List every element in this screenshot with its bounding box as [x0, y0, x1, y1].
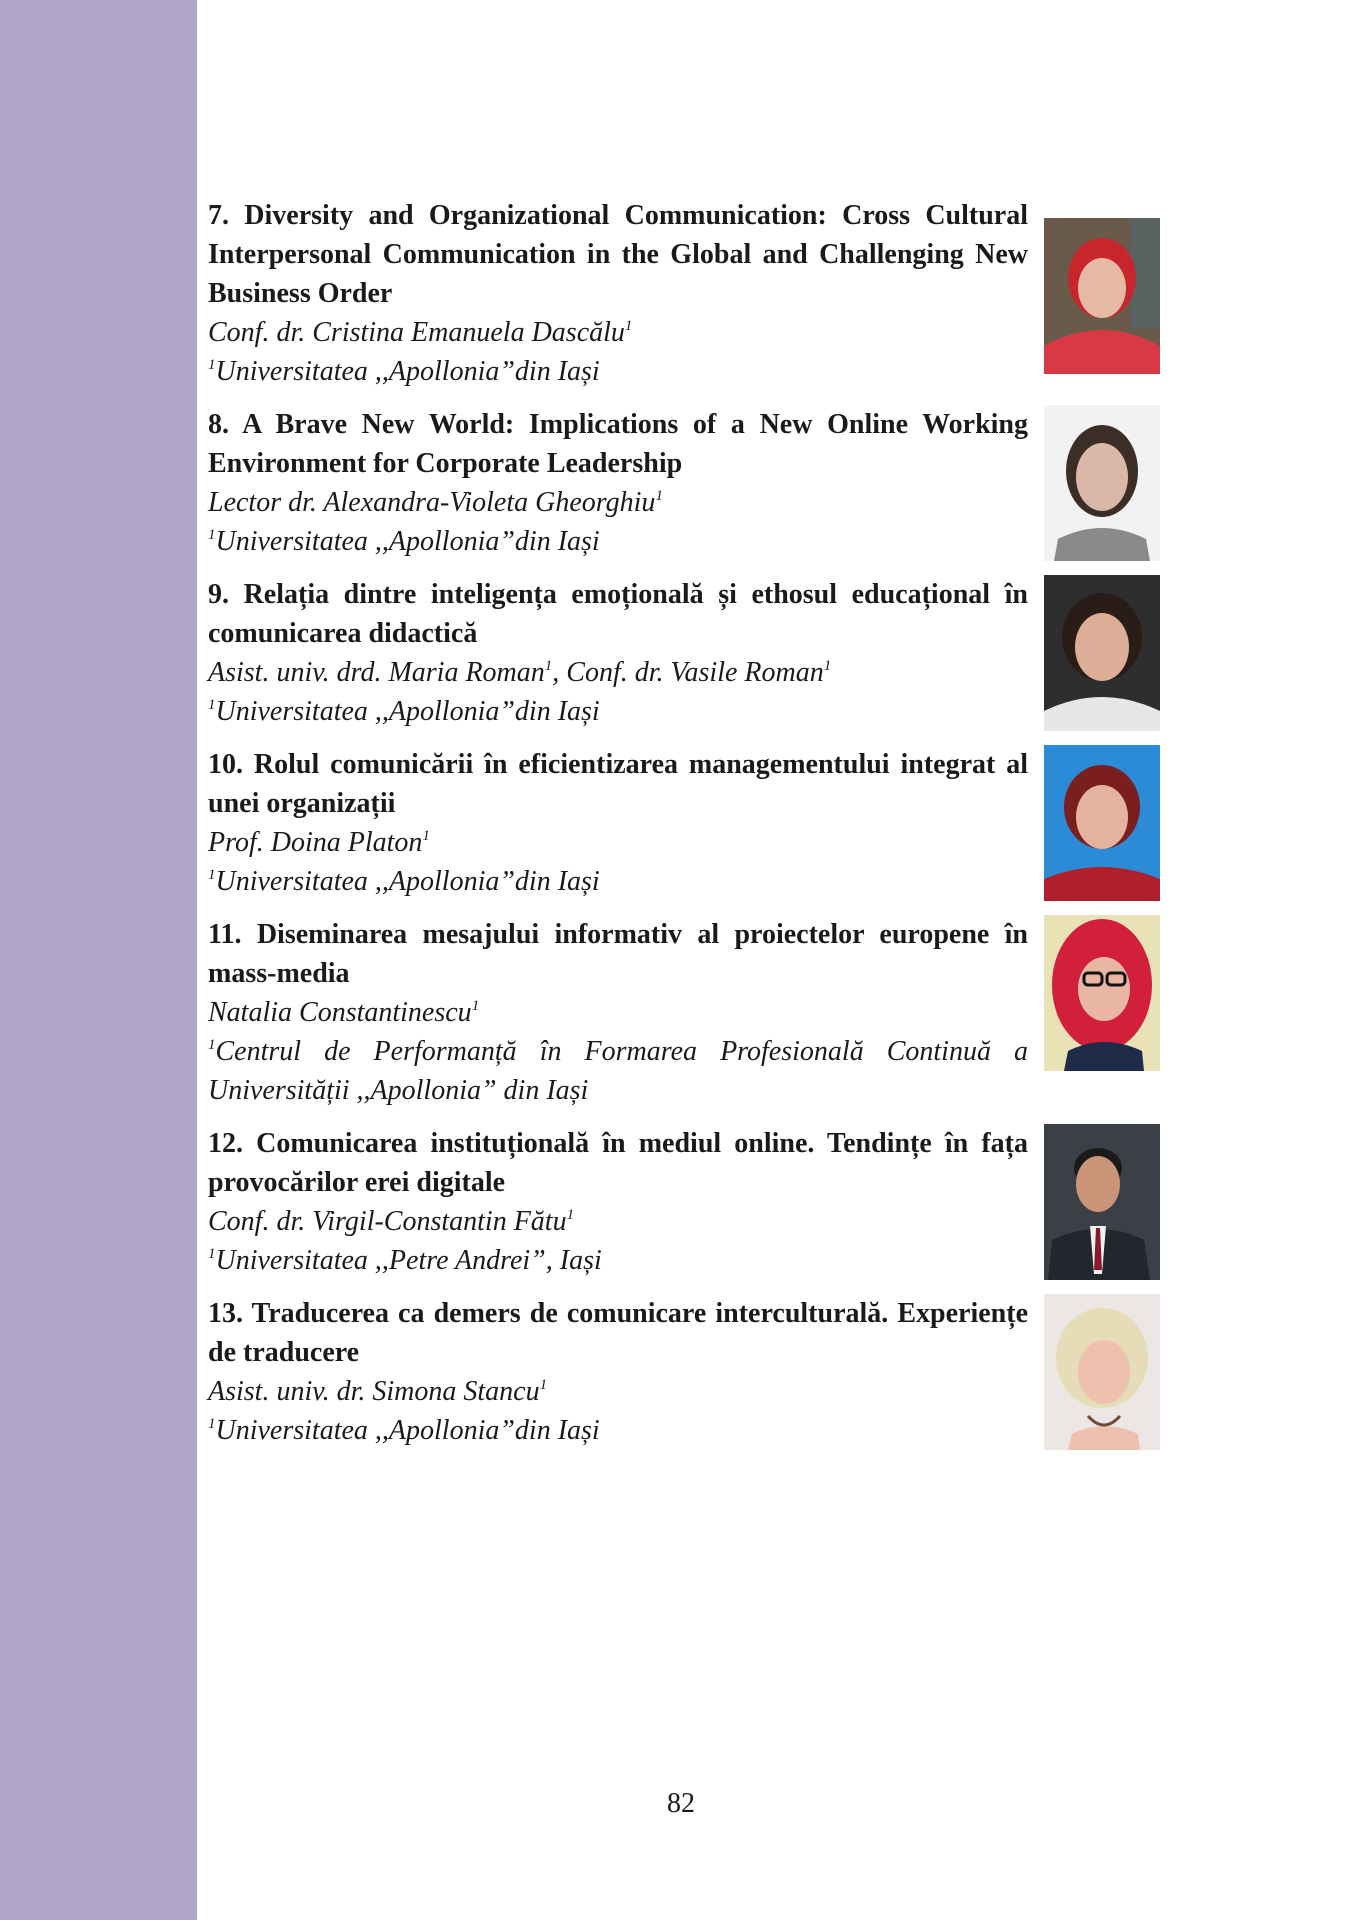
author-photo	[1044, 1294, 1160, 1450]
entry-title: 12. Comunicarea instituțională în mediul online. Tendințe în fața provocărilor erei digitale	[208, 1128, 1028, 1198]
page-number: 82	[667, 1788, 695, 1819]
entry-affiliation: $^1$Universitatea ,,Apollonia”din Iași	[208, 356, 600, 387]
entry-author: Asist. univ. dr. Simona Stancu$^1$	[208, 1376, 548, 1407]
entry-author: Natalia Constantinescu$^1$	[208, 997, 480, 1028]
author-photo	[1044, 575, 1160, 731]
entry-affiliation: $^1$Universitatea ,,Apollonia”din Iași	[208, 526, 600, 557]
entry-text	[208, 1124, 1028, 1280]
list-item	[208, 196, 1160, 391]
author-photo	[1044, 1124, 1160, 1280]
author-photo	[1044, 218, 1160, 374]
author-photo	[1044, 745, 1160, 901]
entry-title: 10. Rolul comunicării în eficientizarea managementului integrat al unei organizații	[208, 749, 1028, 819]
entry-title: 7. Diversity and Organizational Communication: Cross Cultural Interpersonal Communication in the Global and Challenging New Business Order	[208, 200, 1029, 309]
entry-text	[208, 745, 1028, 901]
author-photo	[1044, 405, 1160, 561]
list-item	[208, 1294, 1160, 1450]
sidebar-band	[0, 0, 197, 1920]
entry-title: 11. Diseminarea mesajului informativ al proiectelor europene în mass-media	[208, 919, 1028, 989]
entry-affiliation: $^1$Universitatea ,,Apollonia”din Iași	[208, 696, 600, 727]
entry-affiliation: $^1$Universitatea ,,Petre Andrei”, Iași	[208, 1245, 602, 1276]
list-item	[208, 575, 1160, 731]
program-list	[208, 196, 1160, 1464]
entry-author: Conf. dr. Cristina Emanuela Dascălu$^1$	[208, 317, 633, 348]
entry-text	[208, 915, 1028, 1110]
entry-text	[208, 405, 1028, 561]
author-photo	[1044, 915, 1160, 1071]
entry-text	[208, 575, 1028, 731]
entry-author: Asist. univ. drd. Maria Roman$^1$, Conf. dr. Vasile Roman$^1$	[208, 657, 832, 688]
entry-text	[208, 196, 1028, 391]
entry-title: 9. Relația dintre inteligența emoțională și ethosul educațional în comunicarea didactică	[208, 579, 1028, 649]
list-item	[208, 745, 1160, 901]
entry-affiliation: $^1$Universitatea ,,Apollonia”din Iași	[208, 1415, 600, 1446]
entry-author: Lector dr. Alexandra-Violeta Gheorghiu$^1$	[208, 487, 663, 518]
list-item	[208, 405, 1160, 561]
entry-author: Prof. Doina Platon$^1$	[208, 827, 430, 858]
entry-author: Conf. dr. Virgil-Constantin Fătu$^1$	[208, 1206, 575, 1237]
entry-title: 13. Traducerea ca demers de comunicare interculturală. Experiențe de traducere	[208, 1298, 1029, 1368]
list-item	[208, 915, 1160, 1110]
entry-affiliation: $^1$Centrul de Performanță în Formarea Profesională Continuă a Universității ,,Apollonia” din Iași	[208, 1036, 1028, 1106]
list-item	[208, 1124, 1160, 1280]
entry-text	[208, 1294, 1028, 1450]
entry-affiliation: $^1$Universitatea ,,Apollonia”din Iași	[208, 866, 600, 897]
entry-title: 8. A Brave New World: Implications of a New Online Working Environment for Corporate Leadership	[208, 409, 1028, 479]
